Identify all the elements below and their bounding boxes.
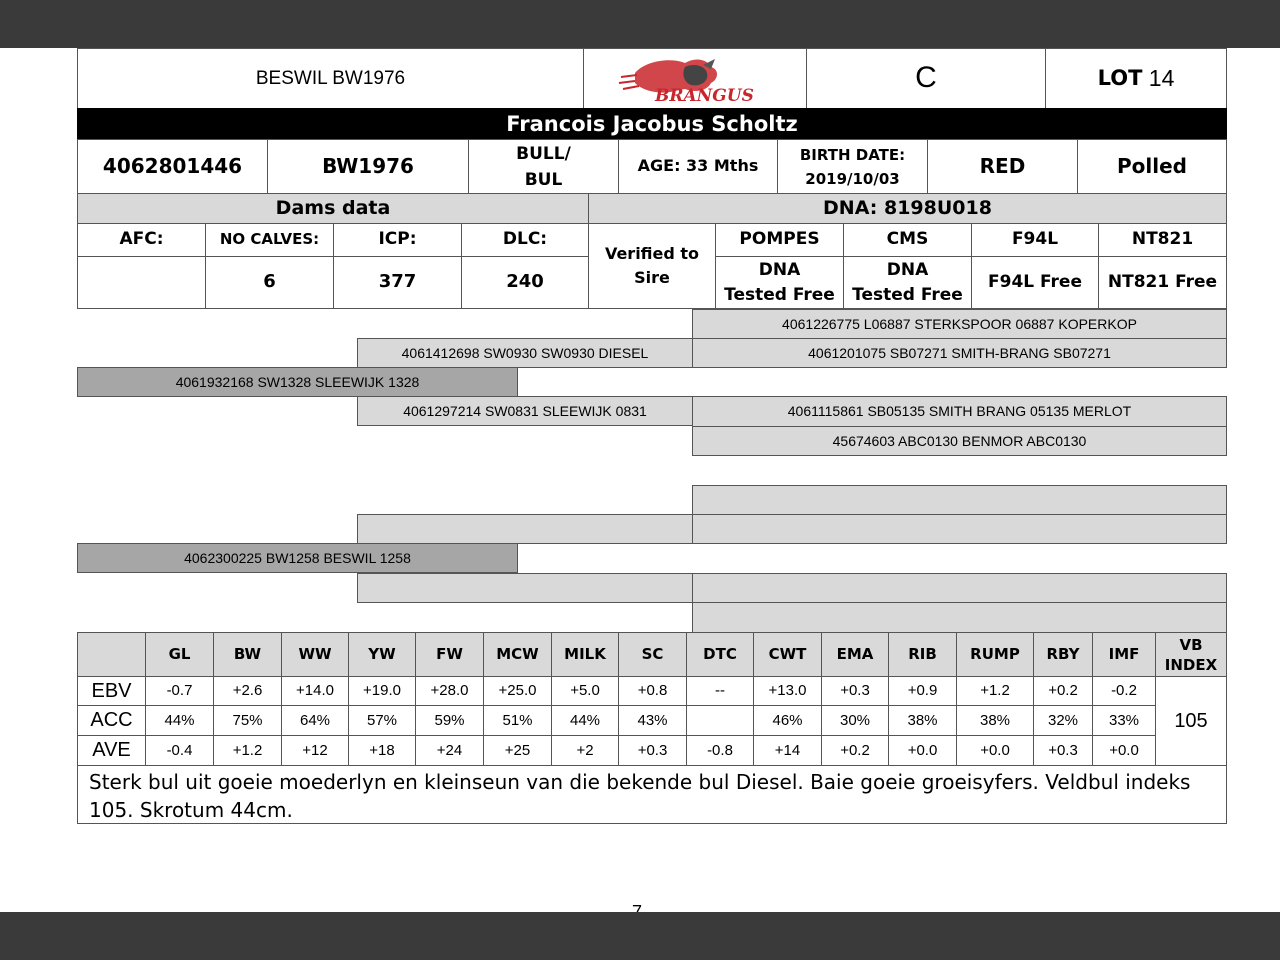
dna-verified-cell bbox=[588, 223, 716, 309]
pedigree-dam bbox=[77, 543, 518, 573]
dams-value-text: 377 bbox=[378, 271, 417, 293]
pedigree-sire-dam-dam bbox=[692, 426, 1227, 456]
ebv-cell bbox=[213, 735, 282, 766]
ebv-header-rump bbox=[956, 632, 1034, 677]
lot-number: 14 bbox=[1148, 65, 1175, 92]
dna-title bbox=[588, 193, 1227, 224]
ebv-cell bbox=[145, 705, 214, 736]
ebv-cell bbox=[686, 676, 754, 706]
ebv-header-cwt bbox=[753, 632, 822, 677]
brangus-logo bbox=[583, 49, 806, 108]
sex-line2: BUL bbox=[524, 169, 563, 190]
ebv-cell bbox=[888, 705, 957, 736]
herd-id-cell bbox=[77, 48, 584, 109]
pedigree-sire-sire bbox=[357, 338, 693, 368]
ebv-header-dtc-text: DTC bbox=[703, 644, 737, 663]
ebv-cell-text: 38% bbox=[907, 711, 938, 729]
ebv-header-imf-text: IMF bbox=[1108, 644, 1140, 663]
dams-value-text: 240 bbox=[506, 271, 544, 293]
ebv-header-milk-text: MILK bbox=[564, 644, 606, 663]
ebv-header-gl bbox=[145, 632, 214, 677]
ebv-header-rby-text: RBY bbox=[1046, 644, 1080, 663]
ebv-header-ema-text: EMA bbox=[836, 644, 874, 663]
ebv-cell bbox=[551, 735, 619, 766]
ebv-header-fw bbox=[415, 632, 484, 677]
pedigree-dam-dam-sire bbox=[692, 573, 1227, 603]
dams-header-dlc bbox=[461, 223, 589, 257]
ebv-header-milk bbox=[551, 632, 619, 677]
dams-header-text: AFC: bbox=[119, 229, 164, 250]
sex-line1: BULL/ bbox=[516, 143, 571, 164]
grade: C bbox=[915, 61, 937, 95]
dna-result-line2: Tested Free bbox=[724, 284, 835, 305]
birth-date-label: BIRTH DATE: bbox=[799, 145, 906, 164]
ebv-cell bbox=[145, 676, 214, 706]
ebv-cell bbox=[145, 735, 214, 766]
dna-result-f94l bbox=[971, 256, 1099, 309]
verified-line2: Sire bbox=[634, 268, 670, 287]
ebv-cell bbox=[551, 676, 619, 706]
ebv-cell bbox=[281, 735, 349, 766]
ebv-cell bbox=[956, 705, 1034, 736]
ebv-row-label-acc bbox=[77, 705, 146, 736]
ebv-header-rib-text: RIB bbox=[908, 644, 937, 663]
ebv-cell bbox=[1092, 705, 1156, 736]
grade-cell bbox=[806, 48, 1046, 109]
ebv-cell bbox=[888, 676, 957, 706]
ebv-cell bbox=[213, 676, 282, 706]
ebv-header-ema bbox=[821, 632, 889, 677]
dna-header-text: CMS bbox=[886, 229, 929, 250]
ebv-header-vb-index bbox=[1155, 632, 1227, 677]
dams-header-icp bbox=[333, 223, 462, 257]
herd-id: BESWIL BW1976 bbox=[255, 67, 406, 89]
ebv-cell-text: 46% bbox=[772, 711, 803, 729]
vb-index-header-text: VB bbox=[1179, 635, 1203, 654]
ebv-cell bbox=[618, 676, 687, 706]
dna-result-line2: Tested Free bbox=[852, 284, 963, 305]
colour-cell bbox=[927, 139, 1078, 194]
ebv-cell bbox=[753, 676, 822, 706]
ebv-header-mcw-text: MCW bbox=[496, 644, 539, 663]
dna-header-pompes bbox=[715, 223, 844, 257]
ebv-cell bbox=[415, 676, 484, 706]
ebv-cell-text: +5.0 bbox=[570, 682, 600, 700]
ebv-cell-text: +0.3 bbox=[1048, 741, 1078, 759]
age-cell bbox=[618, 139, 778, 194]
ebv-cell bbox=[1033, 676, 1093, 706]
ebv-cell-text: +1.2 bbox=[980, 682, 1010, 700]
ebv-header-sc-text: SC bbox=[641, 644, 664, 663]
ebv-cell-text: +0.8 bbox=[637, 682, 668, 700]
ebv-cell bbox=[888, 735, 957, 766]
pedigree-sire-dam bbox=[357, 396, 693, 426]
ebv-row-label-ave-text: AVE bbox=[92, 739, 131, 761]
ebv-header-dtc bbox=[686, 632, 754, 677]
ebv-cell-text: 64% bbox=[299, 711, 331, 729]
ebv-cell-text: +0.0 bbox=[980, 741, 1010, 759]
colour: RED bbox=[979, 154, 1026, 178]
lot-label: LOT bbox=[1097, 66, 1143, 91]
pedigree-text: 4061297214 SW0831 SLEEWIJK 0831 bbox=[403, 402, 647, 419]
ebv-header-rib bbox=[888, 632, 957, 677]
ebv-cell bbox=[483, 705, 552, 736]
dna-result-line1: F94L Free bbox=[988, 271, 1082, 292]
owner-banner bbox=[77, 108, 1227, 140]
ebv-cell-text: 75% bbox=[232, 711, 263, 729]
dna-header-cms bbox=[843, 223, 972, 257]
ebv-cell bbox=[753, 735, 822, 766]
ebv-cell bbox=[686, 705, 754, 736]
ebv-cell-text: +25 bbox=[504, 741, 531, 759]
ebv-cell-text: +0.2 bbox=[1048, 682, 1078, 700]
ebv-header-rby bbox=[1033, 632, 1093, 677]
pedigree-dam-sire-sire bbox=[692, 485, 1227, 515]
ebv-header-fw-text: FW bbox=[436, 644, 463, 663]
dams-header-text: DLC: bbox=[502, 229, 548, 250]
ebv-cell-text: 38% bbox=[979, 711, 1011, 729]
ebv-cell-text: -0.8 bbox=[707, 741, 733, 759]
ebv-cell bbox=[348, 735, 416, 766]
pedigree-text: 4062300225 BW1258 BESWIL 1258 bbox=[184, 549, 411, 566]
dams-header-afc bbox=[77, 223, 206, 257]
ebv-cell bbox=[281, 705, 349, 736]
ebv-cell-text: +24 bbox=[436, 741, 463, 759]
dna-header-f94l bbox=[971, 223, 1099, 257]
ebv-header-yw-text: YW bbox=[368, 644, 396, 663]
dams-header-calves bbox=[205, 223, 334, 257]
pedigree-text: 4061932168 SW1328 SLEEWIJK 1328 bbox=[175, 373, 420, 390]
ebv-cell bbox=[415, 735, 484, 766]
verified-line1: Verified to bbox=[604, 244, 700, 263]
sex-cell bbox=[468, 139, 619, 194]
ebv-header-imf bbox=[1092, 632, 1156, 677]
ebv-header-gl-text: GL bbox=[168, 644, 191, 663]
pedigree-sire-sire-dam bbox=[692, 338, 1227, 368]
dna-result-cms bbox=[843, 256, 972, 309]
ebv-cell-text: -0.2 bbox=[1111, 682, 1137, 700]
dna-result-nt821 bbox=[1098, 256, 1227, 309]
ebv-cell-text: +13.0 bbox=[768, 682, 807, 700]
ebv-cell-text: +1.2 bbox=[232, 741, 263, 759]
ebv-cell-text: +0.2 bbox=[840, 741, 870, 759]
lot-cell bbox=[1045, 48, 1227, 109]
ebv-header-ww bbox=[281, 632, 349, 677]
horn-cell bbox=[1077, 139, 1227, 194]
dams-value-icp bbox=[333, 256, 462, 309]
ebv-header-cwt-text: CWT bbox=[768, 644, 807, 663]
dna-header-nt821 bbox=[1098, 223, 1227, 257]
owner-name: Francois Jacobus Scholtz bbox=[506, 111, 798, 136]
ebv-cell-text: +25.0 bbox=[498, 682, 537, 700]
ebv-cell-text: +0.3 bbox=[840, 682, 870, 700]
ebv-header-bw-text: BW bbox=[233, 644, 262, 663]
ebv-cell-text: +18 bbox=[369, 741, 395, 759]
ebv-row-label-ave bbox=[77, 735, 146, 766]
ebv-header-bw bbox=[213, 632, 282, 677]
ebv-cell-text: 57% bbox=[366, 711, 398, 729]
ebv-cell-text: -0.7 bbox=[166, 682, 193, 700]
ebv-corner bbox=[77, 632, 146, 677]
ebv-cell bbox=[618, 705, 687, 736]
dna-result-line1: DNA bbox=[886, 259, 929, 280]
ebv-row-label-ebv bbox=[77, 676, 146, 706]
dna-result-line1: DNA bbox=[758, 259, 801, 280]
dams-value-dlc bbox=[461, 256, 589, 309]
viewer-bottom-bar bbox=[0, 912, 1280, 960]
ebv-header-yw bbox=[348, 632, 416, 677]
ebv-cell-text: 44% bbox=[164, 711, 195, 729]
ebv-cell-text: +2.6 bbox=[232, 682, 263, 700]
animal-tag: BW1976 bbox=[322, 154, 414, 178]
dna-result-line1: NT821 Free bbox=[1107, 271, 1218, 292]
tag-cell bbox=[267, 139, 469, 194]
dna-result-pompes bbox=[715, 256, 844, 309]
dna-header-text: POMPES bbox=[739, 229, 820, 250]
pedigree-text: 4061226775 L06887 STERKSPOOR 06887 KOPERKOP bbox=[782, 315, 1137, 332]
logo-wordmark: BRANGUS bbox=[654, 85, 754, 105]
birth-date: 2019/10/03 bbox=[805, 169, 900, 188]
ebv-cell bbox=[348, 676, 416, 706]
ebv-cell bbox=[483, 735, 552, 766]
ebv-cell bbox=[348, 705, 416, 736]
bull-logo-icon bbox=[615, 53, 775, 105]
dams-header-text: ICP: bbox=[378, 229, 417, 250]
ebv-cell-text: +0.0 bbox=[1109, 741, 1139, 759]
viewer-top-bar bbox=[0, 0, 1280, 48]
ebv-cell-text: +14.0 bbox=[296, 682, 334, 700]
ebv-cell-text: 51% bbox=[502, 711, 533, 729]
dams-value-calves bbox=[205, 256, 334, 309]
ebv-cell-text: +12 bbox=[302, 741, 328, 759]
ebv-cell-text: 59% bbox=[434, 711, 465, 729]
ebv-cell-text: 30% bbox=[839, 711, 871, 729]
pedigree-text: 4061412698 SW0930 SW0930 DIESEL bbox=[401, 344, 649, 361]
dna-title-text: DNA: 8198U018 bbox=[823, 196, 992, 219]
birth-date-cell bbox=[777, 139, 928, 194]
ebv-cell bbox=[415, 705, 484, 736]
ebv-cell bbox=[956, 676, 1034, 706]
horn-status: Polled bbox=[1117, 154, 1187, 178]
dams-value-text: 6 bbox=[263, 271, 276, 293]
ebv-header-mcw bbox=[483, 632, 552, 677]
age: AGE: 33 Mths bbox=[637, 156, 759, 176]
ebv-header-sc bbox=[618, 632, 687, 677]
ebv-cell bbox=[1033, 705, 1093, 736]
ebv-cell-text: 44% bbox=[569, 711, 601, 729]
ebv-cell-text: +0.9 bbox=[907, 682, 938, 700]
ebv-cell bbox=[1033, 735, 1093, 766]
ebv-cell bbox=[821, 705, 889, 736]
pedigree-sire-sire-sire bbox=[692, 309, 1227, 339]
pedigree-text: 45674603 ABC0130 BENMOR ABC0130 bbox=[832, 432, 1087, 449]
ebv-cell bbox=[213, 705, 282, 736]
ebv-cell-text: +14 bbox=[774, 741, 801, 759]
id-number: 4062801446 bbox=[102, 154, 243, 178]
dams-value-afc bbox=[77, 256, 206, 309]
ebv-cell-text: 32% bbox=[1047, 711, 1079, 729]
ebv-row-label-acc-text: ACC bbox=[90, 709, 133, 731]
ebv-cell bbox=[1092, 735, 1156, 766]
ebv-header-ww-text: WW bbox=[298, 644, 332, 663]
ebv-cell bbox=[551, 705, 619, 736]
dna-header-text: NT821 bbox=[1131, 229, 1194, 250]
vb-index-header-text: INDEX bbox=[1164, 655, 1218, 674]
ebv-cell bbox=[956, 735, 1034, 766]
id-number-cell bbox=[77, 139, 268, 194]
pedigree-text: 4061115861 SB05135 SMITH BRANG 05135 MERLOT bbox=[787, 403, 1132, 420]
comment-text: Sterk bul uit goeie moederlyn en kleinseun van die bekende bul Diesel. Baie goeie groeisyfers. Veldbul indeks 105. Skrotum 44cm. bbox=[89, 770, 1191, 822]
pedigree-text: 4061201075 SB07271 SMITH-BRANG SB07271 bbox=[808, 344, 1111, 361]
ebv-cell bbox=[821, 676, 889, 706]
ebv-cell-text: +0.3 bbox=[637, 741, 668, 759]
ebv-cell-text: +2 bbox=[576, 741, 594, 759]
ebv-row-label-ebv-text: EBV bbox=[91, 679, 132, 702]
pedigree-dam-dam bbox=[357, 573, 693, 603]
ebv-cell bbox=[821, 735, 889, 766]
ebv-cell-text: +28.0 bbox=[430, 682, 469, 700]
ebv-cell-text: 33% bbox=[1108, 711, 1140, 729]
ebv-cell bbox=[281, 676, 349, 706]
ebv-cell bbox=[1092, 676, 1156, 706]
pedigree-dam-sire-dam bbox=[692, 514, 1227, 544]
ebv-cell bbox=[686, 735, 754, 766]
ebv-cell bbox=[753, 705, 822, 736]
ebv-cell-text: +0.0 bbox=[907, 741, 938, 759]
ebv-cell-text: 43% bbox=[637, 711, 668, 729]
ebv-cell bbox=[618, 735, 687, 766]
ebv-header-rump-text: RUMP bbox=[970, 644, 1020, 663]
pedigree-dam-sire bbox=[357, 514, 693, 544]
ebv-cell-text: -0.4 bbox=[166, 741, 193, 759]
dams-title bbox=[77, 193, 589, 224]
ebv-cell-text: -- bbox=[715, 682, 725, 700]
dna-header-text: F94L bbox=[1011, 229, 1059, 250]
dams-header-text: NO CALVES: bbox=[219, 230, 320, 249]
pedigree-dam-dam-dam bbox=[692, 602, 1227, 633]
pedigree-sire bbox=[77, 367, 518, 397]
ebv-cell-text: +19.0 bbox=[363, 682, 401, 700]
comment-box bbox=[77, 765, 1227, 824]
ebv-cell bbox=[483, 676, 552, 706]
vb-index-value bbox=[1155, 676, 1227, 766]
pedigree-sire-dam-sire bbox=[692, 396, 1227, 427]
vb-index-value-text: 105 bbox=[1174, 709, 1208, 732]
dams-title-text: Dams data bbox=[275, 196, 391, 219]
